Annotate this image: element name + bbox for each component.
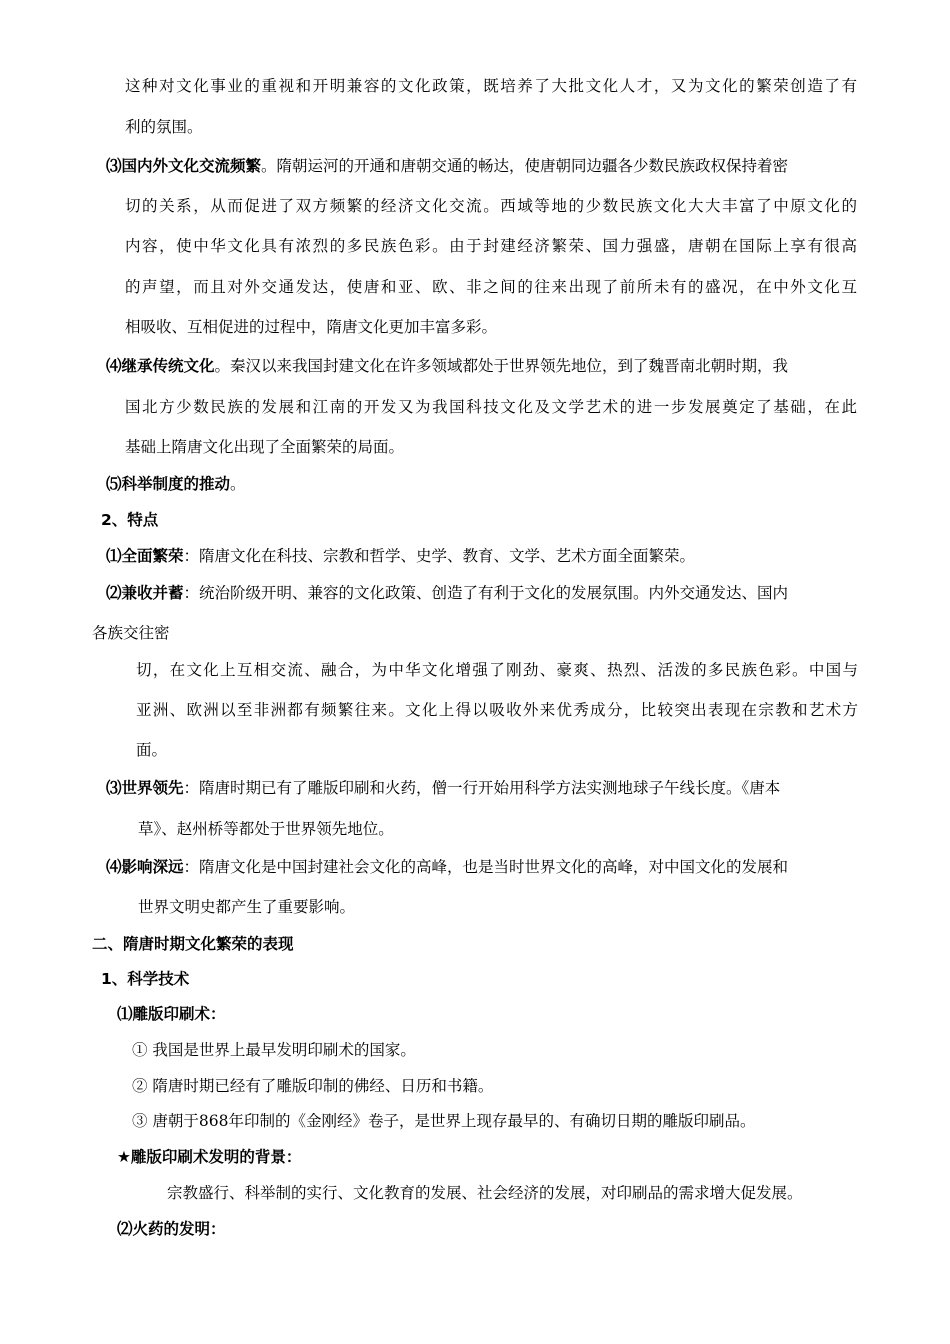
item-text: 。隋朝运河的开通和唐朝交通的畅达，使唐朝同边疆各少数民族政权保持着密 [261, 157, 789, 175]
item-number: ⑸ [106, 475, 122, 493]
feature-item-2 [106, 583, 788, 603]
feature-item-1 [106, 546, 695, 566]
item-number: ⑶ [106, 157, 122, 175]
paragraph-line: 内容，使中华文化具有浓烈的多民族色彩。由于封建经济繁荣、国力强盛，唐朝在国际上享有很高 [125, 237, 857, 255]
item-title: 科举制度的推动 [121, 475, 231, 493]
item-number: ⑶ [106, 779, 122, 797]
item-number: ⑵ [106, 584, 122, 602]
item-title: 影响深远 [121, 858, 184, 876]
printing-heading [117, 1004, 226, 1024]
paragraph-line: 切的关系，从而促进了双方频繁的经济文化交流。西域等地的少数民族文化大大丰富了中原文化的 [125, 197, 857, 215]
paragraph-line: 宗教盛行、科举制的实行、文化教育的发展、社会经济的发展，对印刷品的需求增大促发展。 [167, 1184, 803, 1202]
item-title: 全面繁荣 [121, 547, 184, 565]
item-number: ⑷ [106, 858, 122, 876]
paragraph-line: 国北方少数民族的发展和江南的开发又为我国科技文化及文学艺术的进一步发展奠定了基础，在此 [125, 398, 857, 416]
paragraph-line: 利的氛围。 [125, 118, 203, 136]
item-text: ：隋唐文化在科技、宗教和哲学、史学、教育、文学、艺术方面全面繁荣。 [183, 547, 696, 565]
section-heading: 2、特点 [101, 511, 159, 529]
item-title: 国内外文化交流频繁 [121, 157, 262, 175]
paragraph-line: 草》、赵州桥等都处于世界领先地位。 [138, 820, 394, 838]
paragraph-line: 基础上隋唐文化出现了全面繁荣的局面。 [125, 438, 405, 456]
item-number: ⑴ [106, 547, 122, 565]
item-text: ：隋唐文化是中国封建社会文化的高峰，也是当时世界文化的高峰，对中国文化的发展和 [183, 858, 789, 876]
paragraph-line: 切，在文化上互相交流、融合，为中华文化增强了刚劲、豪爽、热烈、活泼的多民族色彩。中国与 [136, 661, 858, 679]
list-item-3 [106, 156, 788, 176]
paragraph-line: 亚洲、欧洲以至非洲都有频繁往来。文化上得以吸收外来优秀成分，比较突出表现在宗教和艺术方 [136, 701, 858, 719]
paragraph-line: 相吸收、互相促进的过程中，隋唐文化更加丰富多彩。 [125, 318, 498, 336]
item-text: 。 [230, 475, 246, 493]
list-item: ② 隋唐时期已经有了雕版印制的佛经、日历和书籍。 [132, 1077, 494, 1095]
list-item: ① 我国是世界上最早发明印刷术的国家。 [132, 1041, 416, 1059]
paragraph-line: 的声望，而且对外交通发达，使唐和亚、欧、非之间的往来出现了前所未有的盛况，在中外文化互 [125, 278, 857, 296]
gunpowder-heading [117, 1219, 226, 1239]
list-item: ③ 唐朝于868年印制的《金刚经》卷子，是世界上现存最早的、有确切日期的雕版印刷品。 [132, 1112, 756, 1130]
feature-item-3 [106, 778, 780, 798]
feature-item-4 [106, 857, 788, 877]
item-title: 兼收并蓄 [121, 584, 184, 602]
item-text: ：统治阶级开明、兼容的文化政策、创造了有利于文化的发展氛围。内外交通发达、国内 [183, 584, 789, 602]
paragraph-line: 世界文明史都产生了重要影响。 [138, 898, 356, 916]
list-item-4 [106, 356, 788, 376]
background-heading: ★雕版印刷术发明的背景： [117, 1148, 302, 1166]
item-title: 火药的发明： [132, 1220, 226, 1238]
item-title: 世界领先 [121, 779, 184, 797]
item-number: ⑴ [117, 1005, 133, 1023]
list-item-5 [106, 474, 246, 494]
section-heading: 二、隋唐时期文化繁荣的表现 [92, 935, 294, 953]
paragraph-line: 各族交往密 [92, 624, 170, 642]
item-number: ⑷ [106, 357, 122, 375]
item-text: ：隋唐时期已有了雕版印刷和火药，僧一行开始用科学方法实测地球子午线长度。《唐本 [183, 779, 781, 797]
paragraph-line: 这种对文化事业的重视和开明兼容的文化政策，既培养了大批文化人才，又为文化的繁荣创造了有 [125, 77, 857, 95]
item-text: 。秦汉以来我国封建文化在许多领域都处于世界领先地位，到了魏晋南北朝时期，我 [214, 357, 789, 375]
item-number: ⑵ [117, 1220, 133, 1238]
item-title: 雕版印刷术： [132, 1005, 226, 1023]
item-title: 继承传统文化 [121, 357, 215, 375]
subsection-heading: 1、科学技术 [101, 970, 190, 988]
paragraph-line: 面。 [136, 741, 168, 759]
